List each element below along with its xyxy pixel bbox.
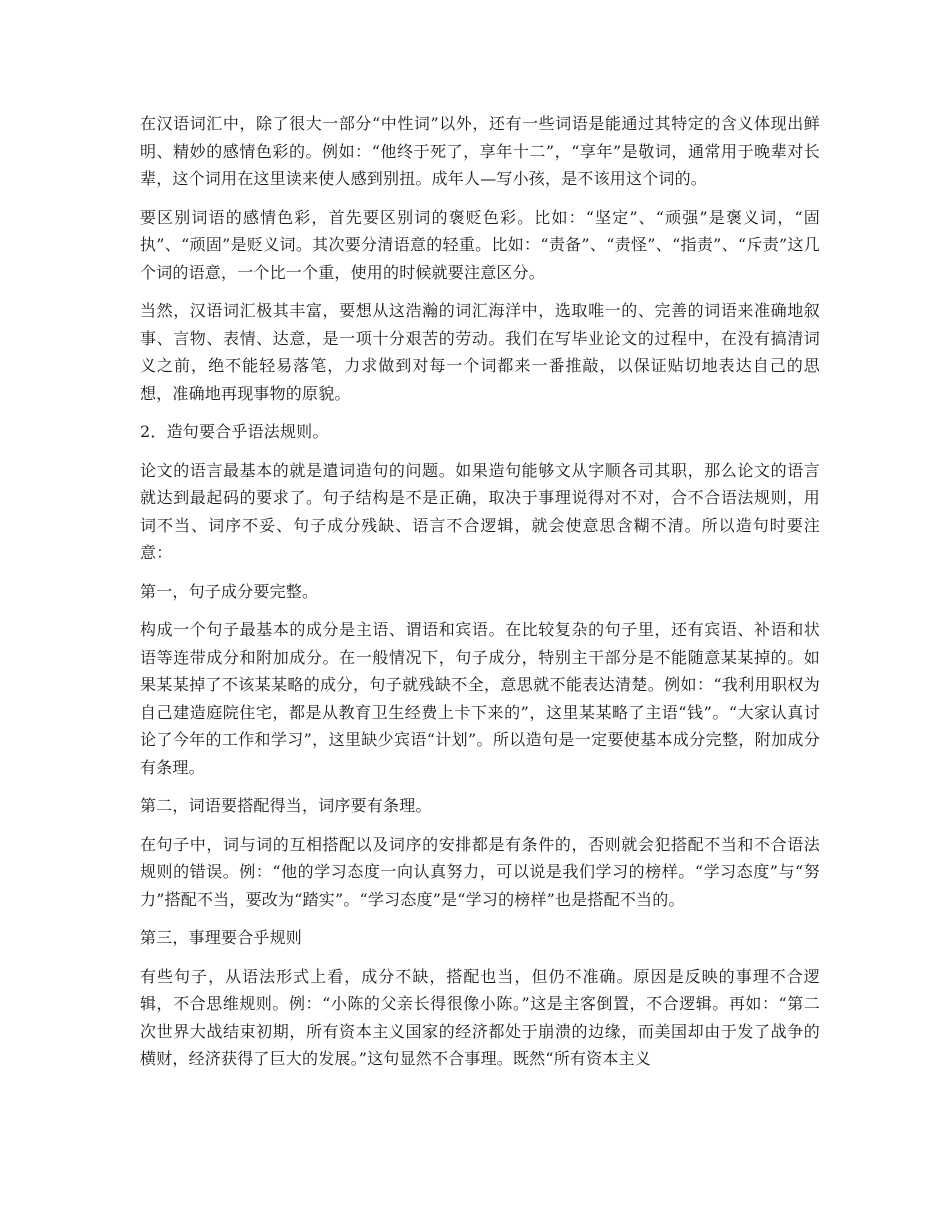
paragraph-word-collocation: 在句子中，词与词的互相搭配以及词序的安排都是有条件的，否则就会犯搭配不当和不合语法规则的错误。例：“他的学习态度一向认真努力，可以说是我们学习的榜样。“学习态度”与“努力”搭配不当，要改为“踏实”。“学习态度”是“学习的榜样”也是搭配不当的。 (140, 834, 820, 909)
paragraph-logic: 有些句子，从语法形式上看，成分不缺，搭配也当，但仍不准确。原因是反映的事理不合逻辑，不合思维规则。例：“小陈的父亲长得很像小陈。”这是主客倒置，不合逻辑。再如：“第二次世界大战结束初期，所有资本主义国家的经济都处于崩溃的边缘，而美国却由于发了战争的横财，经济获得了巨大的发展。”这句显然不合事理。既然“所有资本主义 (140, 966, 820, 1068)
document-body (140, 110, 820, 1084)
paragraph-word-emotion: 在汉语词汇中，除了很大一部分“中性词”以外，还有一些词语是能通过其特定的含义体现出鲜明、精妙的感情色彩的。例如：“他终于死了，享年十二”，“享年”是敬词，通常用于晚辈对长辈，这个词用在这里读来使人感到别扭。成年人—写小孩，是不该用这个词的。 (140, 114, 820, 188)
paragraph-sentence-components: 构成一个句子最基本的成分是主语、谓语和宾语。在比较复杂的句子里，还有宾语、补语和状语等连带成分和附加成分。在一般情况下，句子成分，特别主干部分是不能随意某某掉的。如果某某掉了不该某某略的成分，句子就残缺不全，意思就不能表达清楚。例如：“我利用职权为自己建造庭院住宅，都是从教育卫生经费上卡下来的”，这里某某略了主语“钱”。“大家认真讨论了今年的工作和学习”，这里缺少宾语“计划”。所以造句是一定要使基本成分完整，附加成分有条理。 (140, 620, 820, 777)
section-heading-grammar: 2．造句要合乎语法规则。 (140, 422, 329, 441)
subheading-first: 第一，句子成分要完整。 (140, 581, 319, 601)
paragraph-vocabulary-richness: 当然，汉语词汇极其丰富，要想从这浩瀚的词汇海洋中，选取唯一的、完善的词语来准确地叙事、言物、表情、达意，是一项十分艰苦的劳动。我们在写毕业论文的过程中，在没有搞清词义之前，绝不能轻易落笔，力求做到对每一个词都来一番推敲，以保证贴切地表达自己的思想，准确地再现事物的原貌。 (140, 301, 820, 403)
subheading-second: 第二，词语要搭配得当，词序要有条理。 (140, 796, 432, 815)
subheading-third: 第三，事理要合乎规则 (140, 928, 303, 947)
paragraph-sentence-making: 论文的语言最基本的就是遣词造句的问题。如果造句能够文从字顺各司其职，那么论文的语言就达到最起码的要求了。句子结构是不是正确，取决于事理说得对不对，合不合语法规则，用词不当、词序不妥、句子成分残缺、语言不合逻辑，就会使意思含糊不清。所以造句时要注意： (140, 460, 820, 562)
paragraph-commendatory-derogatory: 要区别词语的感情色彩，首先要区别词的褒贬色彩。比如：“坚定”、“顽强”是褒义词，“固执”、“顽固”是贬义词。其次要分清语意的轻重。比如：“责备”、“责怪”、“指责”、“斥责”这几个词的语意，一个比一个重，使用的时候就要注意区分。 (140, 207, 820, 282)
